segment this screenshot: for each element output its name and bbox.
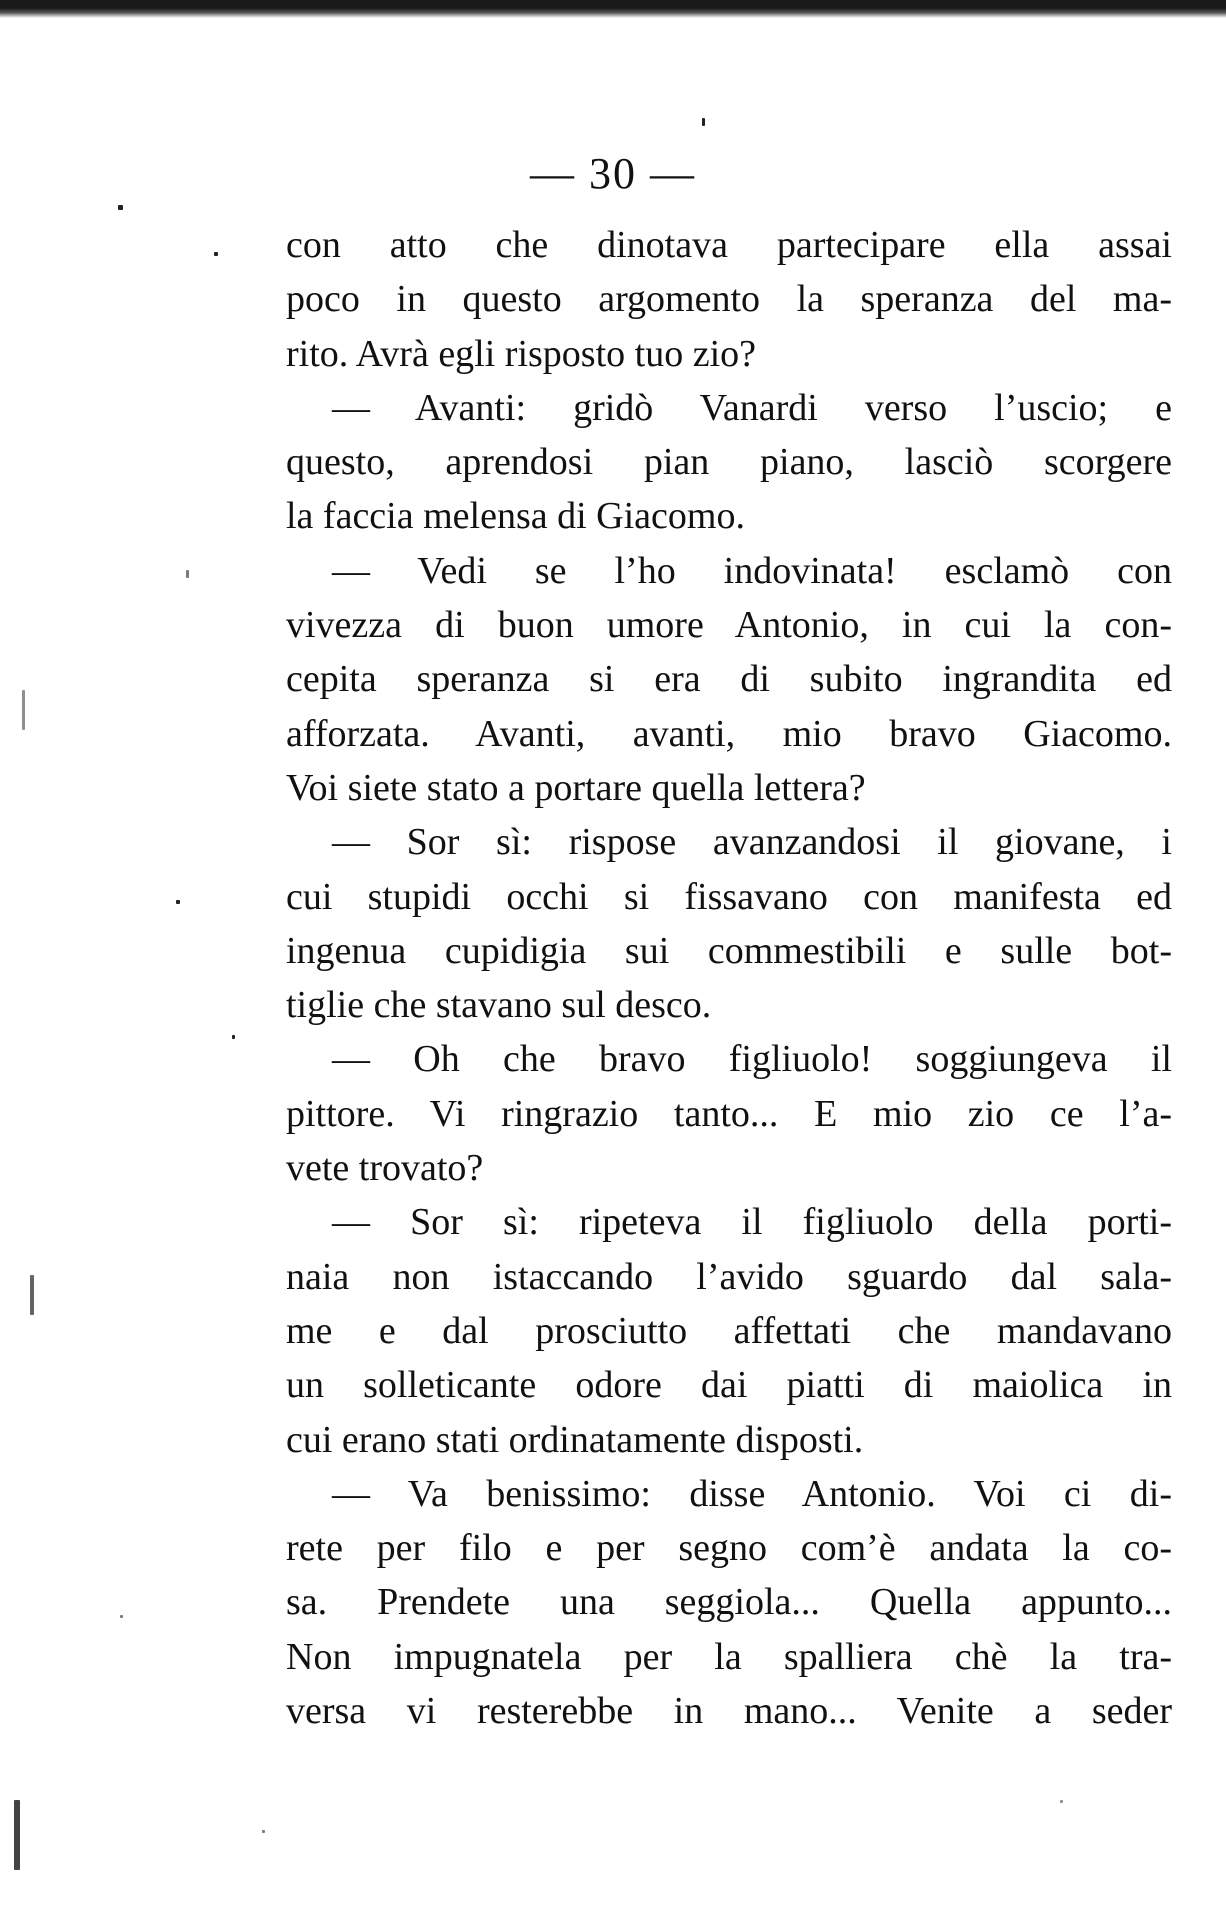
text-line: ingenua cupidigia sui commestibili e sulle bot-	[286, 929, 1172, 972]
text-line: cepita speranza si era di subito ingrandita ed	[286, 658, 1172, 701]
text-line: la faccia melensa di Giacomo.	[286, 495, 745, 538]
text-line: poco in questo argomento la speranza del ma-	[286, 278, 1172, 321]
text-line: vete trovato?	[286, 1147, 484, 1190]
text-line: Non impugnatela per la spalliera chè la tra-	[286, 1635, 1172, 1678]
text-line: questo, aprendosi pian piano, lasciò scorgere	[286, 441, 1172, 484]
text-line: Voi siete stato a portare quella lettera?	[286, 766, 866, 809]
scan-speck	[1060, 1800, 1063, 1803]
scan-speck	[14, 1800, 20, 1870]
scan-speck	[30, 1275, 34, 1315]
scan-speck	[702, 118, 705, 126]
text-line: sa. Prendete una seggiola... Quella appunto...	[286, 1581, 1172, 1624]
scan-speck	[120, 1615, 123, 1618]
scan-speck	[262, 1830, 265, 1833]
scan-speck	[22, 690, 25, 730]
text-line: cui stupidi occhi si fissavano con manifesta ed	[286, 875, 1172, 918]
body-text	[286, 218, 1172, 1738]
text-line: — Sor sì: rispose avanzandosi il giovane, i	[332, 821, 1172, 864]
text-line: — Sor sì: ripeteva il figliuolo della porti-	[332, 1201, 1172, 1244]
scan-speck	[232, 1035, 235, 1039]
text-line: rito. Avrà egli risposto tuo zio?	[286, 332, 756, 375]
text-line: tiglie che stavano sul desco.	[286, 984, 712, 1027]
text-line: pittore. Vi ringrazio tanto... E mio zio ce l’a-	[286, 1092, 1172, 1135]
scan-speck	[214, 252, 218, 256]
text-line: afforzata. Avanti, avanti, mio bravo Giacomo.	[286, 712, 1172, 755]
text-line: — Oh che bravo figliuolo! soggiungeva il	[332, 1038, 1172, 1081]
text-line: — Vedi se l’ho indovinata! esclamò con	[332, 549, 1172, 592]
text-line: — Va benissimo: disse Antonio. Voi ci di-	[332, 1472, 1172, 1515]
top-border-rule	[0, 0, 1226, 18]
page-number: — 30 —	[530, 149, 696, 198]
text-line: vivezza di buon umore Antonio, in cui la con-	[286, 604, 1172, 647]
text-line: rete per filo e per segno com’è andata la co-	[286, 1527, 1172, 1570]
scan-speck	[118, 205, 123, 210]
text-line: con atto che dinotava partecipare ella assai	[286, 224, 1172, 266]
text-line: me e dal prosciutto affettati che mandavano	[286, 1309, 1172, 1352]
scan-speck	[186, 570, 189, 578]
scan-speck	[176, 900, 180, 904]
text-line: versa vi resterebbe in mano... Venite a seder	[286, 1690, 1172, 1733]
text-line: un solleticante odore dai piatti di maiolica in	[286, 1364, 1172, 1407]
text-line: — Avanti: gridò Vanardi verso l’uscio; e	[332, 386, 1172, 429]
text-line: naia non istaccando l’avido sguardo dal sala-	[286, 1255, 1172, 1298]
text-line: cui erano stati ordinatamente disposti.	[286, 1418, 864, 1461]
